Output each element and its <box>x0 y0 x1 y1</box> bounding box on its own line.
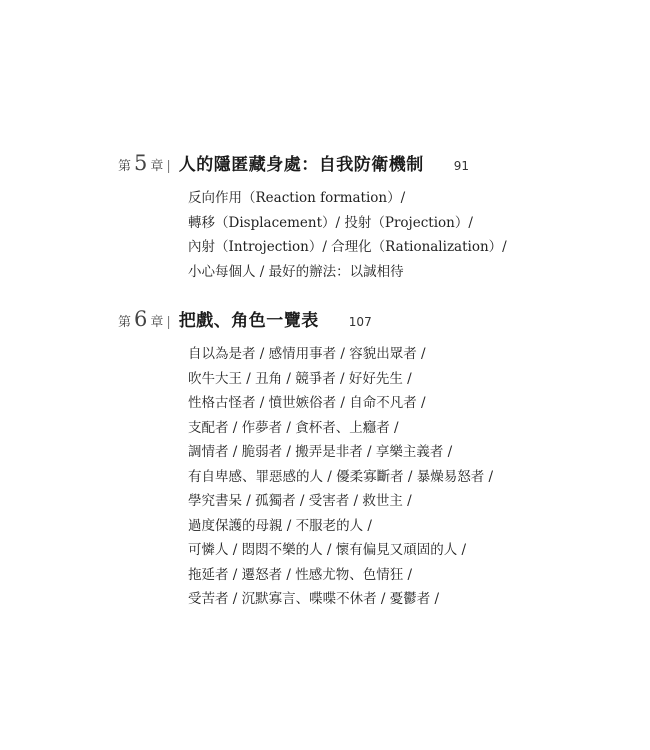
section-line: 吹牛大王 / 丑角 / 競爭者 / 好好先生 / <box>188 370 412 387</box>
section-line: 調情者 / 脆弱者 / 搬弄是非者 / 享樂主義者 / <box>188 444 453 460</box>
chapter-title: 人的隱匿藏身處：自我防衛機制 <box>178 155 424 175</box>
section-line: 過度保護的母親 / 不服老的人 / <box>188 517 372 534</box>
chapter-number: 5 <box>134 151 148 175</box>
section-list <box>188 342 618 612</box>
chapter-label-suffix: 章 <box>150 159 164 174</box>
chapter-separator: | <box>166 159 171 174</box>
section-line: 性格古怪者 / 憤世嫉俗者 / 自命不凡者 / <box>188 395 426 411</box>
chapter-title: 把戲、角色一覽表 <box>178 311 319 331</box>
chapter-heading <box>118 150 618 178</box>
section-line: 拖延者 / 遷怒者 / 性感尤物、色情狂 / <box>188 566 413 583</box>
section-line: 自以為是者 / 感情用事者 / 容貌出眾者 / <box>188 346 426 362</box>
section-line: 學究書呆 / 孤獨者 / 受害者 / 救世主 / <box>188 493 412 509</box>
chapter-5-entry <box>118 150 618 284</box>
chapter-page-number: 91 <box>453 159 470 173</box>
chapter-label-suffix: 章 <box>150 315 164 330</box>
chapter-label-prefix: 第 <box>118 315 132 330</box>
section-line: 支配者 / 作夢者 / 貪杯者、上癮者 / <box>188 419 399 436</box>
chapter-page-number: 107 <box>348 315 372 329</box>
chapter-heading <box>118 306 618 334</box>
chapter-label <box>118 151 171 175</box>
section-line: 轉移（Displacement）/ 投射（Projection）/ <box>188 214 473 231</box>
section-line: 小心每個人 / 最好的辦法：以誠相待 <box>188 263 404 280</box>
section-list <box>188 186 618 284</box>
section-line: 可憐人 / 悶悶不樂的人 / 懷有偏見又頑固的人 / <box>188 542 467 558</box>
section-line: 有自卑感、罪惡感的人 / 優柔寡斷者 / 暴燥易怒者 / <box>188 468 494 485</box>
chapter-label <box>118 307 171 331</box>
section-line: 反向作用（Reaction formation）/ <box>188 190 406 206</box>
chapter-6-entry <box>118 306 618 612</box>
chapter-separator: | <box>166 315 171 330</box>
chapter-number: 6 <box>134 307 148 331</box>
chapter-label-prefix: 第 <box>118 159 132 174</box>
section-line: 內射（Introjection）/ 合理化（Rationalization）/ <box>188 239 507 255</box>
section-line: 受苦者 / 沉默寡言、喋喋不休者 / 憂鬱者 / <box>188 591 440 607</box>
